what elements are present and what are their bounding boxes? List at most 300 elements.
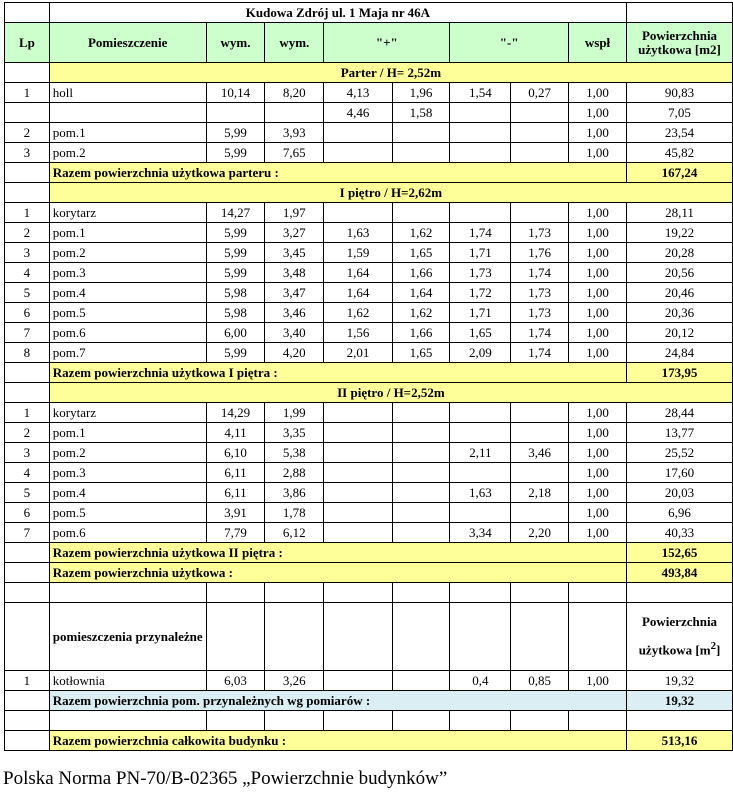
room-cell: pom.4 — [49, 283, 206, 303]
coef-cell: 1,00 — [569, 503, 627, 523]
room-cell: pom.7 — [49, 343, 206, 363]
dim1-cell: 5,99 — [206, 223, 265, 243]
plus-b-cell: 1,96 — [392, 83, 450, 103]
minus-a-cell — [450, 123, 511, 143]
coef-cell: 1,00 — [569, 263, 627, 283]
plus-a-cell — [324, 403, 393, 423]
table-row — [5, 343, 733, 363]
plus-a-cell — [324, 671, 393, 691]
room-cell: pom.6 — [49, 323, 206, 343]
coef-cell: 1,00 — [569, 203, 627, 223]
area-cell: 20,36 — [627, 303, 733, 323]
table-row — [5, 523, 733, 543]
table-row — [5, 443, 733, 463]
plus-b-cell: 1,58 — [392, 103, 450, 123]
subtotal-label: Razem powierzchnia użytkowa I piętra : — [49, 363, 626, 383]
minus-a-cell: 2,11 — [450, 443, 511, 463]
plus-a-cell: 1,64 — [324, 283, 393, 303]
empty-cell — [265, 711, 324, 731]
coef-cell: 1,00 — [569, 443, 627, 463]
lp-cell: 6 — [5, 503, 50, 523]
lp-cell: 3 — [5, 443, 50, 463]
minus-b-cell — [511, 123, 569, 143]
dim1-cell: 6,10 — [206, 443, 265, 463]
header-coef: wspł — [569, 23, 627, 63]
subtotal-value: 152,65 — [627, 543, 733, 563]
lp-cell: 2 — [5, 123, 50, 143]
table-row — [5, 223, 733, 243]
area-header-line1: Powierzchnia — [641, 614, 718, 630]
dim2-cell: 1,99 — [265, 403, 324, 423]
plus-a-cell: 2,01 — [324, 343, 393, 363]
dim2-cell: 3,26 — [265, 671, 324, 691]
plus-b-cell: 1,65 — [392, 243, 450, 263]
plus-a-cell: 1,64 — [324, 263, 393, 283]
minus-b-cell: 2,20 — [511, 523, 569, 543]
lp-cell: 1 — [5, 83, 50, 103]
dim2-cell: 5,38 — [265, 443, 324, 463]
area-header-sup: 2 — [710, 640, 716, 653]
minus-a-cell — [450, 143, 511, 163]
plus-a-cell — [324, 203, 393, 223]
plus-a-cell: 1,56 — [324, 323, 393, 343]
empty-cell — [450, 603, 511, 671]
minus-a-cell — [450, 403, 511, 423]
minus-b-cell: 2,18 — [511, 483, 569, 503]
plus-b-cell — [392, 523, 450, 543]
room-cell: holl — [49, 83, 206, 103]
minus-a-cell: 1,74 — [450, 223, 511, 243]
area-cell: 19,22 — [627, 223, 733, 243]
subtotal-label: Razem powierzchnia użytkowa II piętra : — [49, 543, 626, 563]
area-cell: 25,52 — [627, 443, 733, 463]
empty-cell — [5, 731, 50, 751]
dim1-cell: 5,98 — [206, 303, 265, 323]
minus-a-cell: 3,34 — [450, 523, 511, 543]
empty-cell — [5, 563, 50, 583]
coef-cell: 1,00 — [569, 143, 627, 163]
subtotal-label: Razem powierzchnia użytkowa : — [49, 563, 626, 583]
dim2-cell: 3,46 — [265, 303, 324, 323]
room-cell: pom.3 — [49, 463, 206, 483]
room-cell: pom.6 — [49, 523, 206, 543]
coef-cell: 1,00 — [569, 523, 627, 543]
area-cell: 20,46 — [627, 283, 733, 303]
table-row — [5, 303, 733, 323]
header-row — [5, 23, 733, 63]
plus-b-cell — [392, 503, 450, 523]
coef-cell: 1,00 — [569, 243, 627, 263]
table-row — [5, 143, 733, 163]
empty-cell — [5, 603, 50, 671]
title-row — [5, 3, 733, 23]
plus-a-cell: 4,46 — [324, 103, 393, 123]
empty-cell — [5, 543, 50, 563]
header-room: Pomieszczenie — [49, 23, 206, 63]
dim2-cell: 3,27 — [265, 223, 324, 243]
dim1-cell: 5,98 — [206, 283, 265, 303]
section-heading-row — [5, 183, 733, 203]
section-heading-row — [5, 63, 733, 83]
room-cell: pom.5 — [49, 303, 206, 323]
plus-b-cell: 1,62 — [392, 303, 450, 323]
lp-cell: 1 — [5, 671, 50, 691]
area-cell: 20,56 — [627, 263, 733, 283]
coef-cell: 1,00 — [569, 483, 627, 503]
dim2-cell: 1,78 — [265, 503, 324, 523]
dim1-cell: 5,99 — [206, 343, 265, 363]
area-cell: 28,44 — [627, 403, 733, 423]
coef-cell: 1,00 — [569, 283, 627, 303]
coef-cell: 1,00 — [569, 83, 627, 103]
dim2-cell: 3,40 — [265, 323, 324, 343]
dim2-cell: 3,47 — [265, 283, 324, 303]
plus-b-cell — [392, 483, 450, 503]
room-cell: pom.5 — [49, 503, 206, 523]
header-minus: "-" — [450, 23, 569, 63]
empty-cell — [265, 603, 324, 671]
minus-b-cell — [511, 143, 569, 163]
area-header-line2: użytkowa [m — [638, 642, 711, 658]
table-row — [5, 503, 733, 523]
table-row — [5, 403, 733, 423]
empty-cell — [206, 603, 265, 671]
dim1-cell: 5,99 — [206, 243, 265, 263]
empty-cell — [265, 583, 324, 603]
table-row — [5, 103, 733, 123]
empty-cell — [324, 603, 393, 671]
subtotal-row — [5, 163, 733, 183]
area-cell: 13,77 — [627, 423, 733, 443]
table-row — [5, 203, 733, 223]
header-lp: Lp — [5, 23, 50, 63]
empty-cell — [511, 583, 569, 603]
room-cell: pom.1 — [49, 223, 206, 243]
empty-cell — [569, 603, 627, 671]
empty-cell — [392, 603, 450, 671]
minus-a-cell: 1,72 — [450, 283, 511, 303]
lp-cell: 7 — [5, 323, 50, 343]
area-cell: 20,12 — [627, 323, 733, 343]
lp-cell: 3 — [5, 143, 50, 163]
area-cell: 23,54 — [627, 123, 733, 143]
empty-cell — [5, 63, 50, 83]
header-plus: "+" — [324, 23, 450, 63]
dim1-cell: 5,99 — [206, 123, 265, 143]
lp-cell: 5 — [5, 283, 50, 303]
dim2-cell: 1,97 — [265, 203, 324, 223]
dim2-cell: 7,65 — [265, 143, 324, 163]
minus-a-cell: 1,71 — [450, 303, 511, 323]
dim2-cell: 3,86 — [265, 483, 324, 503]
minus-b-cell: 1,73 — [511, 223, 569, 243]
lp-cell: 4 — [5, 463, 50, 483]
table-row — [5, 463, 733, 483]
plus-b-cell — [392, 403, 450, 423]
section-heading-row — [5, 383, 733, 403]
plus-a-cell — [324, 443, 393, 463]
empty-cell — [49, 711, 206, 731]
subtotal-label: Razem powierzchnia użytkowa parteru : — [49, 163, 626, 183]
plus-a-cell — [324, 463, 393, 483]
coef-cell: 1,00 — [569, 303, 627, 323]
minus-b-cell: 0,27 — [511, 83, 569, 103]
area-cell: 45,82 — [627, 143, 733, 163]
coef-cell: 1,00 — [569, 343, 627, 363]
plus-a-cell — [324, 503, 393, 523]
dim1-cell: 14,27 — [206, 203, 265, 223]
ancillary-header-row — [5, 603, 733, 671]
dim1-cell: 3,91 — [206, 503, 265, 523]
minus-a-cell — [450, 423, 511, 443]
empty-cell — [627, 583, 733, 603]
plus-a-cell — [324, 523, 393, 543]
coef-cell: 1,00 — [569, 123, 627, 143]
empty-cell — [569, 711, 627, 731]
empty-cell — [627, 711, 733, 731]
plus-a-cell: 4,13 — [324, 83, 393, 103]
minus-b-cell: 0,85 — [511, 671, 569, 691]
plus-b-cell: 1,64 — [392, 283, 450, 303]
room-cell: korytarz — [49, 203, 206, 223]
subtotal-value: 493,84 — [627, 563, 733, 583]
table-row — [5, 283, 733, 303]
coef-cell: 1,00 — [569, 403, 627, 423]
dim2-cell — [265, 103, 324, 123]
area-cell: 90,83 — [627, 83, 733, 103]
footer-note: Polska Norma PN-70/B-02365 „Powierzchnie budynków” — [3, 768, 448, 789]
header-dim2: wym. — [265, 23, 324, 63]
dim2-cell: 3,45 — [265, 243, 324, 263]
minus-b-cell — [511, 423, 569, 443]
empty-cell — [5, 183, 50, 203]
dim1-cell: 14,29 — [206, 403, 265, 423]
empty-cell — [206, 583, 265, 603]
empty-cell — [392, 711, 450, 731]
empty-cell — [324, 711, 393, 731]
minus-b-cell: 1,73 — [511, 303, 569, 323]
dim1-cell — [206, 103, 265, 123]
minus-b-cell: 1,74 — [511, 343, 569, 363]
room-cell: pom.1 — [49, 423, 206, 443]
room-cell: pom.4 — [49, 483, 206, 503]
plus-b-cell — [392, 423, 450, 443]
empty-cell — [5, 691, 50, 711]
area-cell: 6,96 — [627, 503, 733, 523]
dim1-cell: 5,99 — [206, 263, 265, 283]
dim2-cell: 3,35 — [265, 423, 324, 443]
empty-cell — [450, 583, 511, 603]
minus-a-cell — [450, 203, 511, 223]
minus-b-cell: 1,74 — [511, 263, 569, 283]
empty-cell — [511, 711, 569, 731]
table-row — [5, 323, 733, 343]
lp-cell: 1 — [5, 403, 50, 423]
plus-a-cell — [324, 423, 393, 443]
plus-b-cell — [392, 143, 450, 163]
minus-a-cell: 1,63 — [450, 483, 511, 503]
minus-b-cell: 1,73 — [511, 283, 569, 303]
empty-cell — [49, 583, 206, 603]
room-cell: kotłownia — [49, 671, 206, 691]
room-cell: korytarz — [49, 403, 206, 423]
room-cell: pom.2 — [49, 143, 206, 163]
room-cell: pom.2 — [49, 443, 206, 463]
table-row — [5, 243, 733, 263]
plus-a-cell — [324, 483, 393, 503]
plus-b-cell: 1,66 — [392, 263, 450, 283]
lp-cell: 8 — [5, 343, 50, 363]
subtotal-label: Razem powierzchnia pom. przynależnych wg pomiarów : — [49, 691, 626, 711]
minus-b-cell — [511, 463, 569, 483]
dim1-cell: 6,03 — [206, 671, 265, 691]
empty-cell — [324, 583, 393, 603]
coef-cell: 1,00 — [569, 423, 627, 443]
plus-a-cell — [324, 143, 393, 163]
empty-cell — [450, 711, 511, 731]
coef-cell: 1,00 — [569, 671, 627, 691]
minus-b-cell: 1,76 — [511, 243, 569, 263]
minus-a-cell: 2,09 — [450, 343, 511, 363]
plus-a-cell: 1,63 — [324, 223, 393, 243]
minus-b-cell — [511, 103, 569, 123]
empty-row — [5, 583, 733, 603]
grand-total-row — [5, 731, 733, 751]
lp-cell: 1 — [5, 203, 50, 223]
plus-b-cell: 1,66 — [392, 323, 450, 343]
room-cell: pom.2 — [49, 243, 206, 263]
ancillary-subtotal-row — [5, 691, 733, 711]
plus-a-cell — [324, 123, 393, 143]
table-row — [5, 123, 733, 143]
area-cell: 40,33 — [627, 523, 733, 543]
area-table — [4, 2, 733, 751]
dim2-cell: 6,12 — [265, 523, 324, 543]
coef-cell: 1,00 — [569, 463, 627, 483]
minus-a-cell — [450, 463, 511, 483]
lp-cell: 3 — [5, 243, 50, 263]
empty-cell — [569, 583, 627, 603]
minus-b-cell — [511, 503, 569, 523]
ancillary-area-header — [627, 603, 733, 671]
table-row — [5, 423, 733, 443]
dim2-cell: 2,88 — [265, 463, 324, 483]
empty-cell — [5, 583, 50, 603]
minus-a-cell: 1,71 — [450, 243, 511, 263]
dim1-cell: 6,00 — [206, 323, 265, 343]
empty-row — [5, 711, 733, 731]
empty-cell — [511, 603, 569, 671]
dim2-cell: 4,20 — [265, 343, 324, 363]
minus-a-cell — [450, 103, 511, 123]
table-row — [5, 483, 733, 503]
dim1-cell: 4,11 — [206, 423, 265, 443]
table-row — [5, 263, 733, 283]
area-cell: 20,03 — [627, 483, 733, 503]
total-usable-row — [5, 563, 733, 583]
empty-cell — [5, 163, 50, 183]
section-heading: I piętro / H=2,62m — [49, 183, 732, 203]
area-header-close: ] — [715, 642, 721, 658]
dim1-cell: 10,14 — [206, 83, 265, 103]
minus-a-cell: 0,4 — [450, 671, 511, 691]
dim1-cell: 5,99 — [206, 143, 265, 163]
subtotal-row — [5, 363, 733, 383]
subtotal-value: 513,16 — [627, 731, 733, 751]
plus-b-cell — [392, 203, 450, 223]
plus-b-cell — [392, 443, 450, 463]
area-cell: 20,28 — [627, 243, 733, 263]
dim2-cell: 3,93 — [265, 123, 324, 143]
empty-cell — [392, 583, 450, 603]
plus-b-cell — [392, 671, 450, 691]
empty-cell — [206, 711, 265, 731]
minus-a-cell: 1,54 — [450, 83, 511, 103]
coef-cell: 1,00 — [569, 323, 627, 343]
minus-a-cell — [450, 503, 511, 523]
area-cell: 28,11 — [627, 203, 733, 223]
minus-a-cell: 1,65 — [450, 323, 511, 343]
area-cell: 24,84 — [627, 343, 733, 363]
room-cell — [49, 103, 206, 123]
header-dim1: wym. — [206, 23, 265, 63]
lp-cell: 7 — [5, 523, 50, 543]
section-heading: Parter / H= 2,52m — [49, 63, 732, 83]
dim1-cell: 7,79 — [206, 523, 265, 543]
plus-b-cell — [392, 123, 450, 143]
plus-a-cell: 1,59 — [324, 243, 393, 263]
minus-b-cell — [511, 403, 569, 423]
area-cell: 17,60 — [627, 463, 733, 483]
dim2-cell: 8,20 — [265, 83, 324, 103]
plus-b-cell: 1,65 — [392, 343, 450, 363]
minus-b-cell: 3,46 — [511, 443, 569, 463]
coef-cell: 1,00 — [569, 223, 627, 243]
table-row — [5, 671, 733, 691]
lp-cell: 5 — [5, 483, 50, 503]
minus-a-cell: 1,73 — [450, 263, 511, 283]
empty-cell — [5, 711, 50, 731]
lp-cell — [5, 103, 50, 123]
subtotal-value: 167,24 — [627, 163, 733, 183]
dim2-cell: 3,48 — [265, 263, 324, 283]
subtotal-row — [5, 543, 733, 563]
plus-b-cell: 1,62 — [392, 223, 450, 243]
plus-b-cell — [392, 463, 450, 483]
minus-b-cell: 1,74 — [511, 323, 569, 343]
document-title: Kudowa Zdrój ul. 1 Maja nr 46A — [49, 3, 626, 23]
dim1-cell: 6,11 — [206, 483, 265, 503]
minus-b-cell — [511, 203, 569, 223]
area-cell: 19,32 — [627, 671, 733, 691]
empty-cell — [5, 383, 50, 403]
ancillary-heading: pomieszczenia przynależne — [49, 603, 206, 671]
table-row — [5, 83, 733, 103]
coef-cell: 1,00 — [569, 103, 627, 123]
dim1-cell: 6,11 — [206, 463, 265, 483]
room-cell: pom.3 — [49, 263, 206, 283]
subtotal-label: Razem powierzchnia całkowita budynku : — [49, 731, 626, 751]
lp-cell: 2 — [5, 423, 50, 443]
lp-cell: 6 — [5, 303, 50, 323]
section-heading: II piętro / H=2,52m — [49, 383, 732, 403]
subtotal-value: 173,95 — [627, 363, 733, 383]
area-cell: 7,05 — [627, 103, 733, 123]
lp-cell: 2 — [5, 223, 50, 243]
room-cell: pom.1 — [49, 123, 206, 143]
subtotal-value: 19,32 — [627, 691, 733, 711]
header-area: Powierzchnia użytkowa [m2] — [627, 23, 733, 63]
